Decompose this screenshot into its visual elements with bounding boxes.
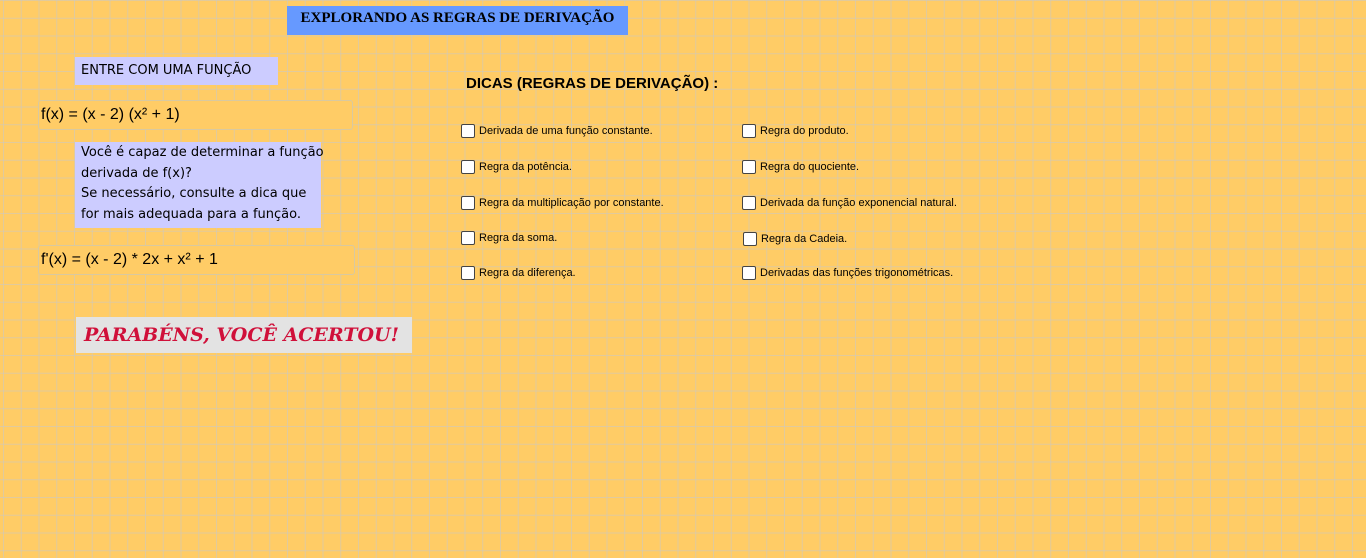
tip-label: Regra da potência.: [479, 161, 572, 173]
function-input[interactable]: [38, 100, 353, 130]
tip-sum-checkbox[interactable]: [461, 231, 557, 245]
hint-line: for mais adequada para a função.: [81, 206, 301, 222]
derivative-input-value[interactable]: (x - 2) * 2x + x² + 1: [85, 251, 218, 268]
checkbox-icon[interactable]: [461, 160, 475, 174]
tip-quotient-checkbox[interactable]: [742, 160, 859, 174]
derivative-input[interactable]: [38, 245, 355, 275]
tip-constant-multiple-checkbox[interactable]: [461, 196, 664, 210]
tip-label: Regra da soma.: [479, 232, 558, 244]
tip-constant-checkbox[interactable]: [461, 124, 653, 138]
tip-exponential-checkbox[interactable]: [742, 196, 957, 210]
checkbox-icon[interactable]: [461, 196, 475, 210]
checkbox-icon[interactable]: [461, 231, 475, 245]
tip-power-checkbox[interactable]: [461, 160, 572, 174]
checkbox-icon[interactable]: [743, 232, 757, 246]
checkbox-icon[interactable]: [742, 266, 756, 280]
hint-line: derivada de f(x)?: [81, 165, 192, 181]
tip-difference-checkbox[interactable]: [461, 266, 576, 280]
tip-label: Derivada da função exponencial natural.: [760, 197, 957, 209]
checkbox-icon[interactable]: [461, 266, 475, 280]
tip-label: Regra da diferença.: [479, 267, 576, 279]
tip-chain-checkbox[interactable]: [743, 232, 847, 246]
success-message: PARABÉNS, VOCÊ ACERTOU!: [76, 317, 412, 353]
tip-label: Regra da Cadeia.: [761, 233, 848, 245]
tip-label: Regra do quociente.: [760, 161, 860, 173]
entry-function-label: ENTRE COM UMA FUNÇÃO: [75, 57, 278, 85]
checkbox-icon[interactable]: [742, 160, 756, 174]
tip-product-checkbox[interactable]: [742, 124, 849, 138]
checkbox-icon[interactable]: [461, 124, 475, 138]
tip-label: Regra da multiplicação por constante.: [479, 197, 664, 209]
hint-text: [75, 142, 324, 228]
tip-label: Derivada de uma função constante.: [479, 125, 653, 137]
checkbox-icon[interactable]: [742, 124, 756, 138]
hint-line: Você é capaz de determinar a função: [81, 145, 324, 160]
checkbox-icon[interactable]: [742, 196, 756, 210]
tip-trig-checkbox[interactable]: [742, 266, 953, 280]
tip-label: Derivadas das funções trigonométricas.: [760, 267, 954, 279]
function-input-value[interactable]: (x - 2) (x² + 1): [82, 106, 180, 123]
tip-label: Regra do produto.: [760, 125, 849, 137]
tips-title: DICAS (REGRAS DE DERIVAÇÃO) :: [466, 75, 719, 92]
function-input-label: f(x) =: [41, 106, 78, 123]
page-title: EXPLORANDO AS REGRAS DE DERIVAÇÃO: [287, 6, 628, 35]
hint-line: Se necessário, consulte a dica que: [81, 186, 307, 201]
derivative-input-label: f'(x) =: [41, 251, 81, 268]
